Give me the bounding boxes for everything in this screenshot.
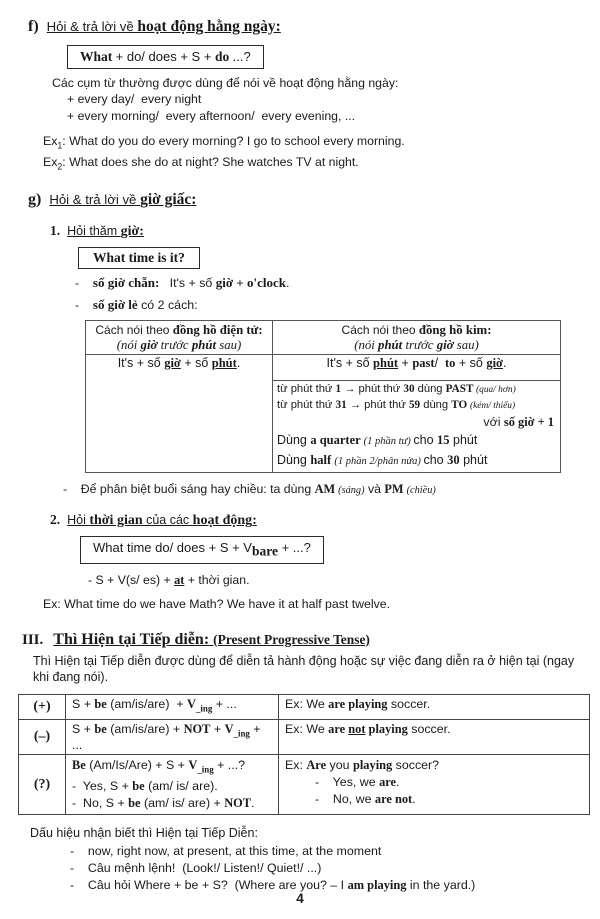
- text-segment: + số: [180, 355, 212, 370]
- header-digital-note: [90, 338, 268, 353]
- text-segment: What time do/ does + S + V: [93, 539, 252, 555]
- text-segment: am playing: [347, 878, 407, 893]
- text-segment: Hỏi & trả lời về: [46, 19, 138, 34]
- text-segment: 31: [335, 398, 347, 411]
- text-segment: thời gian: [89, 512, 143, 528]
- bullet-line: [75, 294, 582, 316]
- text-segment: hoạt động: [192, 512, 253, 528]
- text-segment: giờ giấc:: [140, 190, 197, 208]
- text-segment: và: [364, 481, 385, 496]
- text-segment: giờ: [164, 355, 181, 370]
- text-segment: Ex:: [285, 757, 307, 772]
- item1-number: 1.: [50, 222, 61, 238]
- text-segment: từ phút thứ: [277, 382, 336, 395]
- tense-description: Thì Hiện tại Tiếp diễn được dùng để diễn tả hành động hoặc sự việc đang diễn ra ở hiện tại (ngay khi đang nói).: [33, 653, 578, 684]
- text-segment: hoạt động hằng ngày:: [137, 18, 281, 35]
- text-segment: : What does she do at night? She watches TV at night.: [62, 155, 359, 170]
- text-segment: Cách nói theo: [341, 322, 419, 337]
- example-line: [43, 154, 582, 175]
- text-segment: : What do you do every morning? I go to school every morning.: [62, 134, 405, 148]
- text-segment: It's + số: [326, 355, 374, 370]
- table-row: [19, 719, 590, 754]
- page-number: 4: [296, 891, 304, 906]
- text-segment: /: [434, 355, 445, 370]
- text-segment: .: [251, 796, 255, 811]
- text-segment: -: [75, 297, 93, 312]
- text-segment: _ing: [233, 727, 250, 738]
- text-segment: (Present Progressive Tense): [213, 631, 370, 647]
- negative-example: [279, 719, 590, 754]
- item2-number: 2.: [50, 511, 61, 527]
- daily-activity-intro: Các cụm từ thường được dùng để nói về hoạt động hằng ngày:: [52, 76, 399, 90]
- text-segment: cho: [413, 432, 438, 447]
- phrase-line: + every morning/ every afternoon/ every evening, ...: [67, 109, 356, 123]
- text-segment: Ex: [43, 134, 58, 148]
- text-segment: a quarter: [310, 432, 364, 447]
- text-segment: It's + số: [159, 275, 216, 290]
- text-segment: + do/ does + S +: [115, 49, 216, 64]
- text-segment: trước: [402, 337, 437, 352]
- text-segment: S +: [72, 696, 95, 711]
- section-3-heading: [22, 628, 582, 652]
- text-segment: số giờ chẵn:: [92, 274, 160, 290]
- section-g-label: g): [28, 190, 42, 208]
- question-formula: [66, 754, 279, 814]
- text-segment: soccer.: [407, 721, 451, 736]
- text-segment: .: [412, 791, 416, 806]
- text-segment: soccer.: [387, 696, 431, 711]
- section-g-title: [49, 192, 196, 207]
- text-segment: not: [348, 721, 366, 736]
- text-segment: của các: [142, 512, 193, 527]
- text-segment: past: [412, 355, 435, 370]
- text-segment: phút: [449, 432, 478, 447]
- text-segment: với: [483, 414, 504, 429]
- text-segment: - No, we: [315, 791, 375, 806]
- text-segment: at: [174, 572, 185, 587]
- text-segment: .: [286, 275, 290, 290]
- text-segment: .: [502, 355, 507, 370]
- table-row: [19, 754, 590, 814]
- text-segment: + số: [455, 355, 487, 370]
- text-segment: Are: [306, 757, 327, 772]
- detail-line: [277, 398, 556, 414]
- text-segment: phút: [373, 355, 399, 370]
- formula-box-what-time: [78, 247, 200, 269]
- text-segment: số giờ lẻ: [92, 296, 138, 312]
- text-segment: Hỏi & trả lời về: [49, 191, 141, 207]
- text-segment: playing: [365, 721, 408, 736]
- present-progressive-table: [18, 694, 590, 816]
- text-segment: bare: [251, 543, 278, 559]
- text-segment: - Yes, we: [315, 774, 380, 789]
- text-segment: +: [398, 355, 413, 370]
- text-segment: AM: [314, 481, 339, 496]
- text-segment: dùng: [420, 398, 452, 411]
- text-segment: (am/is/are) +: [106, 721, 184, 736]
- text-segment: - now, right now, at present, at this time, at the moment: [70, 844, 382, 859]
- affirmative-example: [279, 694, 590, 719]
- text-segment: (kém/ thiếu): [470, 400, 516, 411]
- text-segment: (am/ is/ are) +: [140, 796, 225, 811]
- text-segment: Ex: [43, 155, 58, 170]
- text-segment: TO: [451, 398, 470, 411]
- text-segment: giờ: [486, 355, 503, 370]
- text-segment: Thì Hiện tại Tiếp diễn:: [53, 630, 214, 648]
- text-segment: are: [328, 721, 349, 736]
- text-segment: giờ: [436, 337, 454, 352]
- text-segment: are: [379, 774, 397, 789]
- text-segment: (qua/ hơn): [476, 384, 516, 395]
- text-segment: :: [252, 512, 257, 528]
- text-segment: V: [224, 721, 234, 736]
- text-segment: _ing: [197, 764, 214, 775]
- header-digital-title: [90, 323, 268, 338]
- text-segment: - Câu hỏi Where + be + S? (Where are you? – I: [70, 878, 348, 893]
- signals-heading: Dấu hiệu nhận biết thì Hiện tại Tiếp Diễn:: [30, 826, 258, 841]
- text-segment: in the yard.): [406, 878, 476, 893]
- example-line: [285, 757, 583, 774]
- text-segment: đồng hồ kim:: [418, 322, 492, 337]
- header-analog-clock: [273, 320, 561, 354]
- header-digital-clock: [86, 320, 273, 354]
- text-segment: +: [236, 275, 248, 290]
- text-segment: What: [80, 49, 116, 64]
- text-segment: 15: [437, 432, 450, 447]
- formula-line: [72, 778, 272, 795]
- phrase-line: + every day/ every night: [67, 92, 202, 106]
- section-3-title: [53, 631, 370, 648]
- section-g-heading: [28, 189, 582, 211]
- text-segment: V: [188, 757, 198, 772]
- detail-line: [277, 431, 556, 451]
- table-row: [19, 694, 590, 719]
- text-segment: Ex: We: [285, 696, 329, 711]
- answer-rule-line: [88, 572, 582, 589]
- text-segment: +: [210, 721, 225, 736]
- text-segment: be: [132, 779, 145, 794]
- text-segment: 30: [447, 452, 460, 467]
- text-segment: (nói: [354, 337, 379, 352]
- text-segment: - Để phân biệt buổi sáng hay chiều: ta dùng: [63, 481, 315, 496]
- header-analog-note: [277, 338, 556, 353]
- text-segment: - Câu mệnh lệnh! (Look!/ Listen!/ Quiet!/ ...): [70, 861, 322, 876]
- text-segment: be: [128, 796, 141, 811]
- text-segment: sau): [216, 337, 242, 352]
- text-segment: trước: [157, 337, 192, 352]
- item1-heading: [50, 221, 582, 241]
- text-segment: (sáng): [338, 484, 365, 496]
- signal-line: [70, 860, 582, 877]
- text-segment: phút: [191, 337, 217, 352]
- text-segment: - S + V(s/ es) +: [88, 572, 175, 587]
- text-segment: PAST: [445, 382, 477, 395]
- formula-line: [72, 795, 272, 812]
- text-segment: you: [326, 757, 353, 772]
- section-f-label: f): [28, 18, 39, 35]
- text-segment: are not: [374, 791, 413, 806]
- text-segment: + ...: [212, 696, 237, 711]
- text-segment: Cách nói theo: [95, 322, 173, 337]
- negative-formula: [66, 719, 279, 754]
- text-segment: PM: [384, 481, 407, 496]
- text-segment: + ...?: [277, 539, 311, 555]
- table-body-row: [86, 354, 561, 380]
- text-segment: be: [94, 696, 107, 711]
- affirmative-sign: (+): [19, 694, 66, 719]
- text-segment: + ...?: [213, 757, 245, 772]
- text-segment: - Yes, S +: [72, 779, 133, 794]
- negative-sign: (–): [19, 719, 66, 754]
- text-segment: 59: [408, 398, 421, 411]
- example-line: [43, 133, 582, 154]
- text-segment: giờ: [140, 337, 158, 352]
- text-segment: phút: [378, 337, 403, 352]
- item1-title: [67, 224, 144, 238]
- text-segment: .: [396, 774, 400, 789]
- text-segment: to: [444, 355, 456, 370]
- section-3-label: III.: [22, 631, 44, 648]
- section-f-heading: [28, 16, 582, 38]
- text-segment: - No, S +: [72, 796, 129, 811]
- detail-line: [277, 451, 556, 471]
- text-segment: playing: [352, 757, 393, 772]
- question-example: [279, 754, 590, 814]
- text-segment: S +: [72, 721, 95, 736]
- text-segment: + thời gian.: [184, 572, 250, 587]
- text-segment: từ phút thứ: [277, 398, 336, 411]
- text-segment: (Am/Is/Are) + S +: [85, 757, 189, 772]
- clock-comparison-table: [85, 320, 561, 473]
- text-segment: sau): [453, 337, 479, 352]
- text-segment: It's + số: [117, 355, 165, 370]
- example-line: Ex: What time do we have Math? We have it at half past twelve.: [43, 596, 390, 611]
- text-segment: do: [215, 49, 233, 64]
- text-segment: ...?: [232, 49, 251, 64]
- detail-line: [277, 382, 556, 398]
- text-segment: Ex: We: [285, 721, 329, 736]
- text-segment: → phút thứ: [341, 382, 404, 395]
- affirmative-formula: [66, 694, 279, 719]
- detail-line: [277, 414, 556, 431]
- text-segment: (1 phần 2/phân nửa): [334, 455, 424, 467]
- text-segment: What time is it?: [93, 249, 185, 265]
- text-segment: có 2 cách:: [137, 297, 198, 312]
- formula-box-what-time-do: [80, 536, 324, 564]
- text-segment: Dùng: [277, 452, 311, 467]
- section-f-title: [47, 19, 281, 34]
- text-segment: Dùng: [277, 432, 311, 447]
- text-segment: + ...: [72, 721, 264, 752]
- text-segment: giờ:: [120, 223, 144, 239]
- text-segment: (chiều): [406, 484, 436, 496]
- analog-formula-cell: [273, 354, 561, 380]
- text-segment: 1: [335, 382, 342, 395]
- am-pm-note: [63, 480, 582, 500]
- item2-title: [67, 513, 257, 527]
- text-segment: half: [310, 452, 335, 467]
- text-segment: V: [187, 696, 196, 711]
- analog-detail-cell: [273, 380, 561, 472]
- text-segment: (1 phần tư): [363, 435, 414, 447]
- text-segment: (am/is/are) +: [106, 696, 188, 711]
- text-segment: cho: [423, 452, 448, 467]
- text-segment: NOT: [183, 721, 211, 736]
- table-header-row: [86, 320, 561, 354]
- text-segment: NOT: [224, 796, 252, 811]
- text-segment: -: [75, 275, 93, 290]
- text-segment: Hỏi thăm: [67, 223, 121, 238]
- text-segment: đồng hồ điện tử:: [172, 322, 263, 337]
- question-sign: (?): [19, 754, 66, 814]
- text-segment: 30: [403, 382, 415, 395]
- text-segment: 2: [57, 161, 63, 172]
- text-segment: dùng: [414, 382, 446, 395]
- text-segment: Be: [72, 757, 86, 772]
- bullet-line: [75, 272, 582, 294]
- header-analog-title: [277, 323, 556, 338]
- text-segment: giờ: [215, 274, 237, 290]
- example-line: [285, 774, 583, 791]
- signal-line: [70, 843, 582, 860]
- text-segment: are playing: [328, 696, 388, 711]
- text-segment: o'clock: [247, 274, 287, 290]
- text-segment: Hỏi: [67, 512, 90, 527]
- text-segment: phút: [459, 452, 488, 467]
- text-segment: (nói: [116, 337, 141, 352]
- text-segment: soccer?: [392, 757, 440, 772]
- text-segment: (am/ is/ are).: [144, 779, 218, 794]
- text-segment: .: [236, 355, 241, 370]
- item2-heading: [50, 510, 582, 530]
- text-segment: số giờ + 1: [503, 414, 554, 429]
- digital-formula-cell: [86, 354, 273, 472]
- text-segment: → phút thứ: [346, 398, 409, 411]
- text-segment: phút: [211, 355, 237, 370]
- text-segment: 1: [57, 140, 63, 151]
- text-segment: _ing: [195, 702, 213, 713]
- text-segment: be: [94, 721, 107, 736]
- example-line: [285, 791, 583, 808]
- formula-box-daily-activity: [67, 45, 264, 69]
- formula-line: [72, 757, 272, 778]
